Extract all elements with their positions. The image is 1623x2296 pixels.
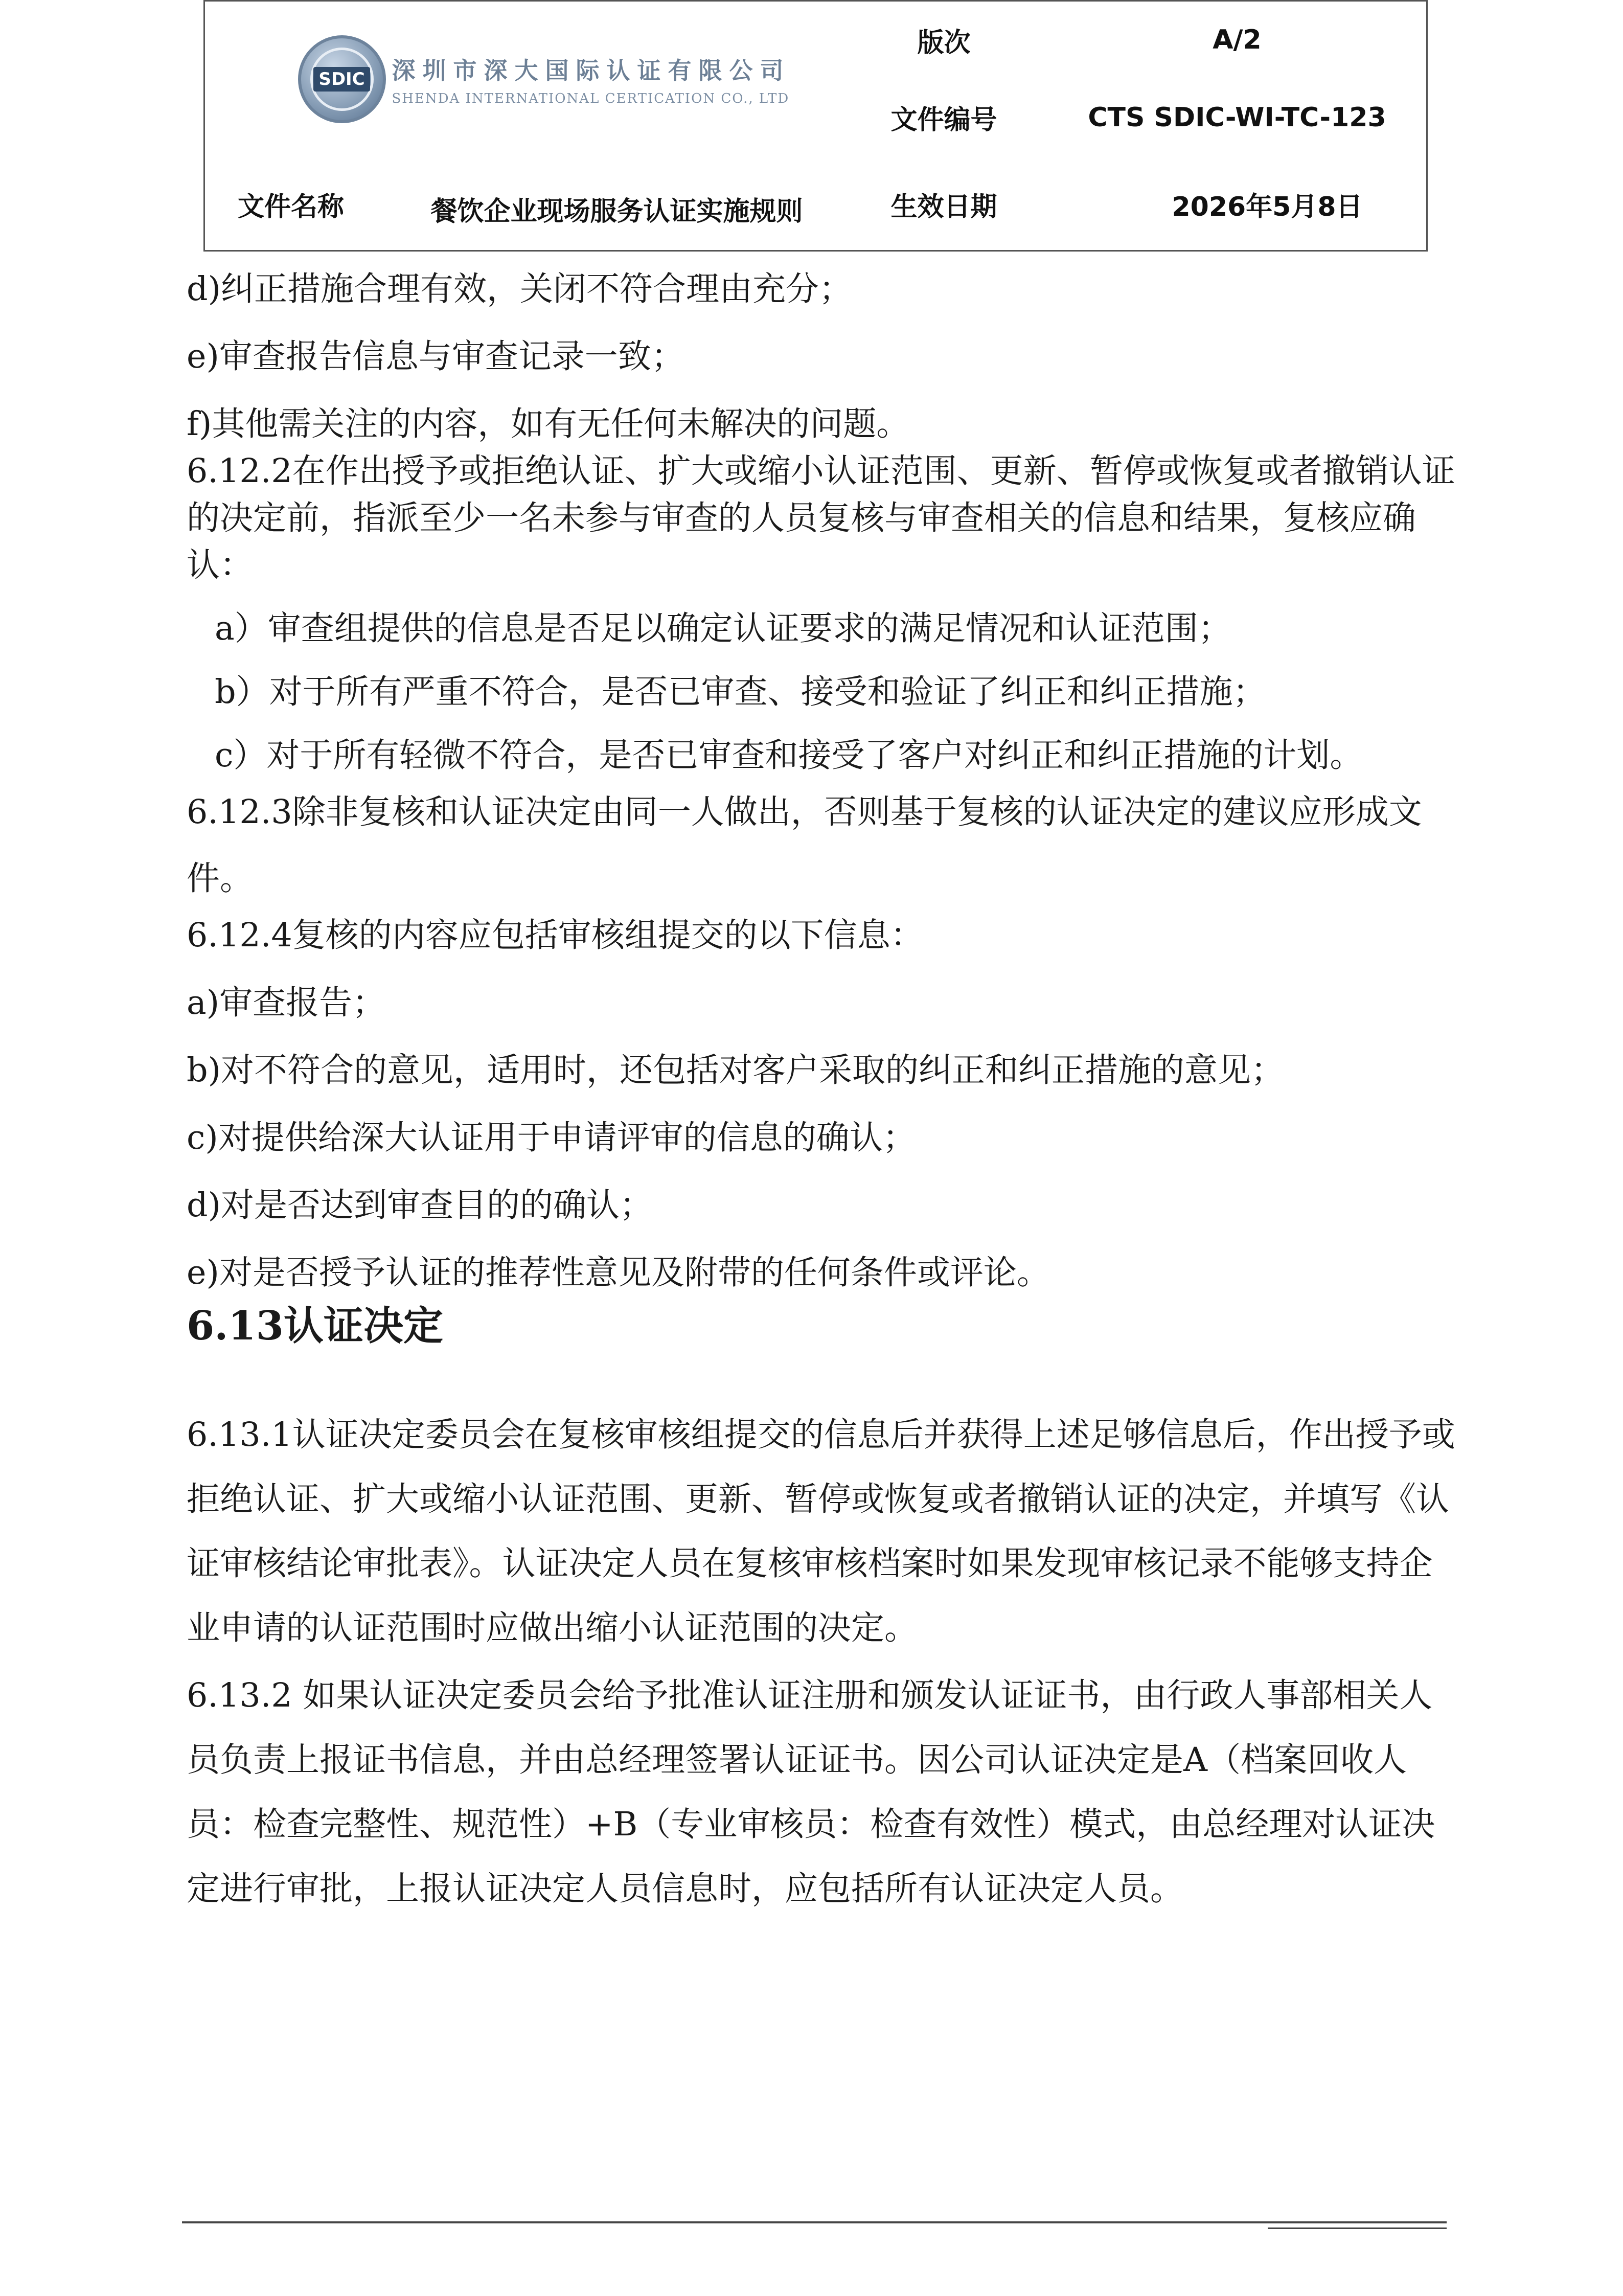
list-item: d)对是否达到审查目的的确认；	[187, 1186, 653, 1224]
document-body	[187, 266, 1465, 1921]
paragraph: 6.13.1认证决定委员会在复核审核组提交的信息后并获得上述足够信息后，作出授予或拒绝认证、扩大或缩小认证范围、更新、暂停或恢复或者撤销认证的决定，并填写《认证审核结论审批表》。认证决定人员在复核审核档案时如果发现审核记录不能够支持企业申请的认证范围时应做出缩小认证范围的决定。	[187, 1416, 1455, 1647]
company-name-cn: 深圳市深大国际认证有限公司	[392, 56, 791, 84]
paragraph: d)纠正措施合理有效，关闭不符合理由充分；	[187, 270, 852, 308]
globe-logo-icon	[298, 35, 386, 123]
paragraph: 6.12.3除非复核和认证决定由同一人做出，否则基于复核的认证决定的建议应形成文件。	[187, 793, 1422, 898]
paragraph: e)审查报告信息与审查记录一致；	[187, 337, 684, 376]
paragraph: 6.12.4复核的内容应包括审核组提交的以下信息：	[187, 916, 924, 954]
doc-name-label: 文件名称	[237, 191, 344, 222]
list-item: a）审查组提供的信息是否足以确定认证要求的满足情况和认证范围；	[215, 609, 1231, 648]
list-item: a)审查报告；	[187, 984, 386, 1022]
list-item: c)对提供给深大认证用于申请评审的信息的确认；	[187, 1119, 916, 1157]
document-header-table	[203, 0, 1428, 252]
effective-date-label: 生效日期	[890, 191, 997, 222]
doc-name-value: 餐饮企业现场服务认证实施规则	[430, 196, 803, 227]
logo-cell	[205, 2, 841, 156]
list-item: b）对于所有严重不符合，是否已审查、接受和验证了纠正和纠正措施；	[215, 673, 1266, 711]
paragraph: f)其他需关注的内容，如有无任何未解决的问题。	[187, 405, 910, 443]
doc-number-value: CTS SDIC-WI-TC-123	[1088, 102, 1386, 133]
doc-number-label: 文件编号	[890, 105, 997, 135]
logo-abbrev: SDIC	[313, 67, 370, 92]
list-item: b)对不符合的意见，适用时，还包括对客户采取的纠正和纠正措施的意见；	[187, 1051, 1284, 1089]
footer-divider	[182, 2221, 1447, 2223]
list-item: c）对于所有轻微不符合，是否已审查和接受了客户对纠正和纠正措施的计划。	[215, 736, 1363, 775]
list-item: e)对是否授予认证的推荐性意见及附带的任何条件或评论。	[187, 1254, 1050, 1292]
paragraph: 6.12.2在作出授予或拒绝认证、扩大或缩小认证范围、更新、暂停或恢复或者撤销认证的决定前，指派至少一名未参与审查的人员复核与审查相关的信息和结果，复核应确认：	[187, 452, 1455, 584]
effective-date-value: 2026年5月8日	[1172, 191, 1363, 222]
company-logo	[298, 35, 791, 123]
version-label: 版次	[917, 27, 971, 58]
footer-divider-short	[1268, 2227, 1447, 2229]
section-heading: 6.13认证决定	[187, 1303, 443, 1349]
paragraph: 6.13.2 如果认证决定委员会给予批准认证注册和颁发认证证书，由行政人事部相关人员负责上报证书信息，并由总经理签署认证证书。因公司认证决定是A（档案回收人员：检查完整性、规范性）+B（专业审核员：检查有效性）模式，由总经理对认证决定进行审批，上报认证决定人员信息时，应包括所有认证决定人员。	[187, 1676, 1435, 1908]
version-value: A/2	[1213, 25, 1262, 55]
company-name-en: SHENDA INTERNATIONAL CERTICATION CO., LTD	[392, 90, 790, 106]
